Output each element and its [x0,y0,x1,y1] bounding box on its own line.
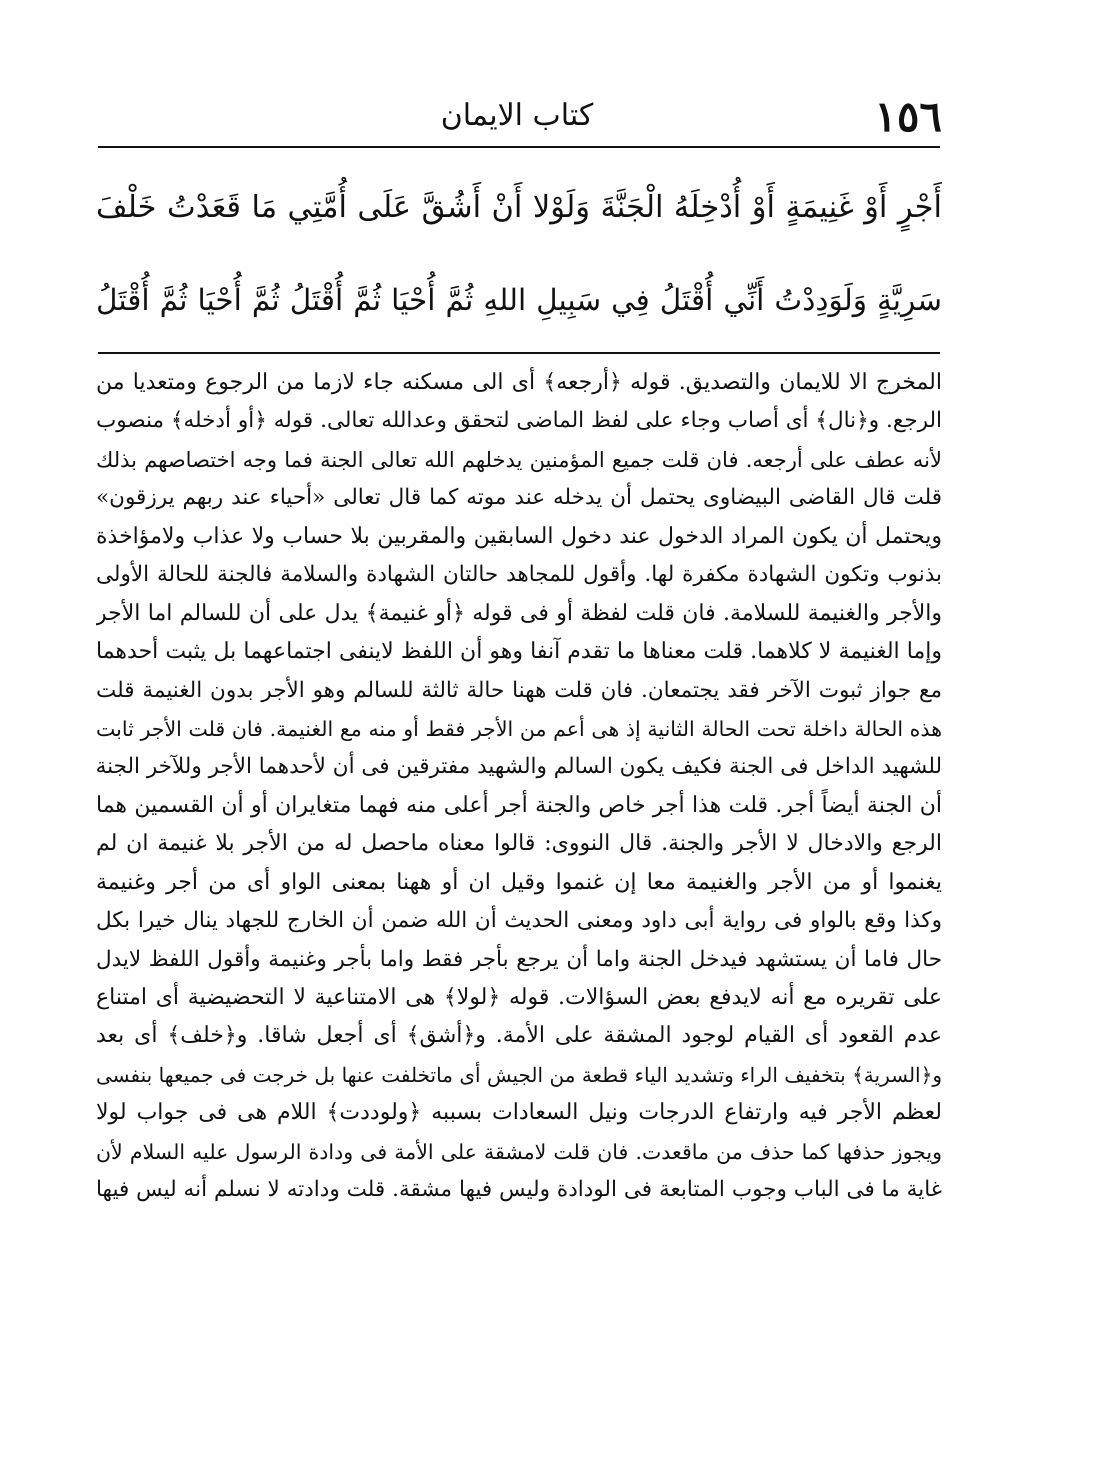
running-title: كتاب الايمان [440,98,594,133]
commentary-line: و﴿السرية﴾ بتخفيف الراء وتشديد الياء قطعة من الجيش أى ماتخلفت عنها بل خرجت فى جميعها بنفسى [96,1062,942,1087]
commentary-line: المخرج الا للايمان والتصديق. قوله ﴿أرجعه﴾ أى الى مسكنه جاء لازما من الرجوع ومتعديا من [96,370,942,395]
commentary-line: الرجع. و﴿نال﴾ أى أصاب وجاء على لفظ الماضى لتحقق وعدالله تعالى. قوله ﴿أو أدخله﴾ منصوب [96,408,942,434]
hadith-line: سَرِيَّةٍ وَلَوَدِدْتُ أَنِّي أُقْتَلُ فِي سَبِيلِ اللهِ ثُمَّ أُحْيَا ثُمَّ أُقْتَلُ ثُمَّ أُحْيَا ثُمَّ أُقْتَلُ [96,283,942,317]
commentary-line: وإما الغنيمة لا كلاهما. قلت معناها ما تقدم آنفا وهو أن اللفظ لاينفى اجتماعهما بل يثبت أحدهما [96,639,942,665]
hadith-text [96,162,942,346]
hadith-line: أَجْرٍ أَوْ غَنِيمَةٍ أَوْ أُدْخِلَهُ الْجَنَّةَ وَلَوْلا أَنْ أَشُقَّ عَلَى أُمَّتِي مَا قَعَدْتُ خَلْفَ [96,190,942,225]
commentary-line: الرجع والادخال لا الأجر والجنة. قال النووى: قالوا معناه ماحصل له من الأجر بلا غنيمة ان لم [96,831,942,857]
commentary-line: وكذا وقع بالواو فى رواية أبى داود ومعنى الحديث أن الله ضمن أن الخارج للجهاد ينال خيرا بكل [96,908,942,934]
commentary-line: ويجوز حذفها كما حذف من ماقعدت. فان قلت لامشقة على الأمة فى ودادة الرسول عليه السلام لأن [96,1139,942,1164]
commentary-line: هذه الحالة داخلة تحت الحالة الثانية إذ هى أعم من الأجر فقط أو منه مع الغنيمة. فان قلت الأجر ثابت [96,716,942,741]
page-header [92,92,942,144]
commentary-line: أن الجنة أيضاً أجر. قلت هذا أجر خاص والجنة أجر أعلى منه فهما متغايران أو أن القسمين هما [96,792,942,818]
commentary-line: والأجر والغنيمة للسلامة. فان قلت لفظة أو فى قوله ﴿أو غنيمة﴾ يدل على أن للسالم اما الأجر [96,600,942,626]
commentary-line: غاية ما فى الباب وجوب المتابعة فى الودادة وليس فيها مشقة. قلت ودادته لا نسلم أنه ليس فيها [96,1177,942,1203]
commentary-text [96,364,942,1210]
commentary-line: لأنه عطف على أرجعه. فان قلت جميع المؤمنين يدخلهم الله تعالى الجنة فما وجه اختصاصهم بذلك [96,447,942,472]
commentary-line: عدم القعود أى القيام لوجود المشقة على الأمة. و﴿أشق﴾ أى أجعل شاقا. و﴿خلف﴾ أى بعد [96,1023,942,1049]
header-rule [98,146,940,148]
commentary-line: بذنوب وتكون الشهادة مكفرة لها. وأقول للمجاهد حالتان الشهادة والسلامة فالجنة للحالة الأولى [96,562,942,588]
commentary-line: ويحتمل أن يكون المراد الدخول عند دخول السابقين والمقربين بلا حساب ولا عذاب ولامؤاخذة [96,523,942,549]
commentary-line: يغنموا أو من الأجر والغنيمة معا إن غنموا وقيل ان أو ههنا بمعنى الواو أى من أجر وغنيمة [96,869,942,895]
commentary-line: مع جواز ثبوت الآخر فقد يجتمعان. فان قلت ههنا حالة ثالثة للسالم وهو الأجر بدون الغنيمة قلت [96,677,942,703]
commentary-line: على تقريره مع أنه لايدفع بعض السؤالات. قوله ﴿لولا﴾ هى الامتناعية لا التحضيضية أى امتناع [96,985,942,1010]
commentary-line: لعظم الأجر فيه وارتفاع الدرجات ونيل السعادات بسببه ﴿ولوددت﴾ اللام هى فى جواب لولا [96,1100,942,1126]
commentary-line: حال فاما أن يستشهد فيدخل الجنة واما أن يرجع بأجر فقط واما بأجر وغنيمة وأقول اللفظ لايدل [96,946,942,972]
commentary-line: للشهيد الداخل فى الجنة فكيف يكون السالم والشهيد مفترقين فى أن لأحدهما الأجر وللآخر الجنة [96,754,942,780]
page-number: ١٥٦ [874,92,942,141]
commentary-line: قلت قال القاضى البيضاوى يحتمل أن يدخله عند موته كما قال تعالى «أحياء عند ربهم يرزقون» [96,485,942,511]
section-divider [98,352,940,354]
